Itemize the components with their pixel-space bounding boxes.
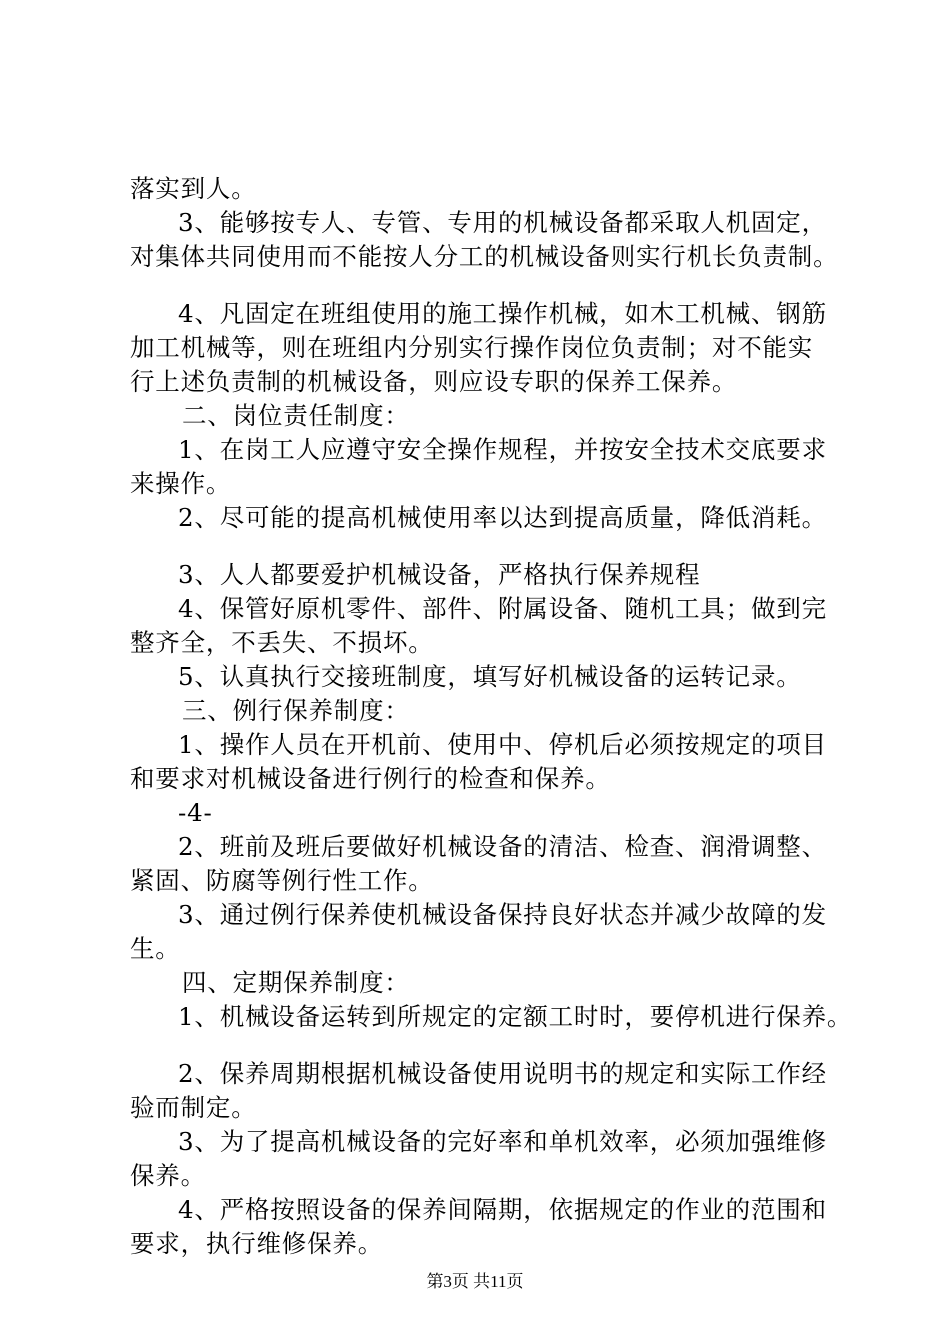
section-heading: 二、岗位责任制度： (182, 401, 410, 430)
paragraph-line: 验而制定。 (130, 1093, 257, 1122)
paragraph-line: 行上述负责制的机械设备，则应设专职的保养工保养。 (130, 367, 738, 396)
paragraph-line: 来操作。 (130, 469, 232, 498)
paragraph-line: 加工机械等，则在班组内分别实行操作岗位负责制；对不能实 (130, 333, 814, 362)
paragraph-line: 要求，执行维修保养。 (130, 1229, 383, 1258)
paragraph-line: 保养。 (130, 1161, 206, 1190)
paragraph-line: 1、机械设备运转到所规定的定额工时时，要停机进行保养。 (178, 1002, 853, 1031)
paragraph-line: 和要求对机械设备进行例行的检查和保养。 (130, 764, 611, 793)
paragraph-line: 紧固、防腐等例行性工作。 (130, 866, 434, 895)
paragraph-line: 1、操作人员在开机前、使用中、停机后必须按规定的项目 (178, 730, 827, 759)
section-heading: 三、例行保养制度： (182, 696, 410, 725)
paragraph-line: 4、凡固定在班组使用的施工操作机械，如木工机械、钢筋 (178, 299, 827, 328)
paragraph-line: 3、为了提高机械设备的完好率和单机效率，必须加强维修 (178, 1127, 827, 1156)
paragraph-line: 落实到人。 (130, 174, 257, 203)
paragraph-line: 4、保管好原机零件、部件、附属设备、随机工具；做到完 (178, 594, 827, 623)
paragraph-line: 3、人人都要爱护机械设备，严格执行保养规程 (178, 560, 701, 589)
paragraph-line: 2、尽可能的提高机械使用率以达到提高质量，降低消耗。 (178, 503, 827, 532)
paragraph-line: 2、保养周期根据机械设备使用说明书的规定和实际工作经 (178, 1059, 827, 1088)
section-heading: 四、定期保养制度： (182, 968, 410, 997)
paragraph-line: 3、能够按专人、专管、专用的机械设备都采取人机固定， (178, 208, 827, 237)
paragraph-line: 整齐全，不丢失、不损坏。 (130, 628, 434, 657)
paragraph-line: 对集体共同使用而不能按人分工的机械设备则实行机长负责制。 (130, 242, 839, 271)
paragraph-line: 3、通过例行保养使机械设备保持良好状态并减少故障的发 (178, 900, 827, 929)
page-footer: 第3页 共11页 (426, 1272, 524, 1291)
paragraph-line: 生。 (130, 934, 181, 963)
paragraph-line: 5、认真执行交接班制度，填写好机械设备的运转记录。 (178, 662, 802, 691)
paragraph-line: 2、班前及班后要做好机械设备的清洁、检查、润滑调整、 (178, 832, 827, 861)
paragraph-line: 1、在岗工人应遵守安全操作规程，并按安全技术交底要求 (178, 435, 827, 464)
inline-page-marker: -4- (178, 798, 213, 827)
paragraph-line: 4、严格按照设备的保养间隔期，依据规定的作业的范围和 (178, 1195, 827, 1224)
